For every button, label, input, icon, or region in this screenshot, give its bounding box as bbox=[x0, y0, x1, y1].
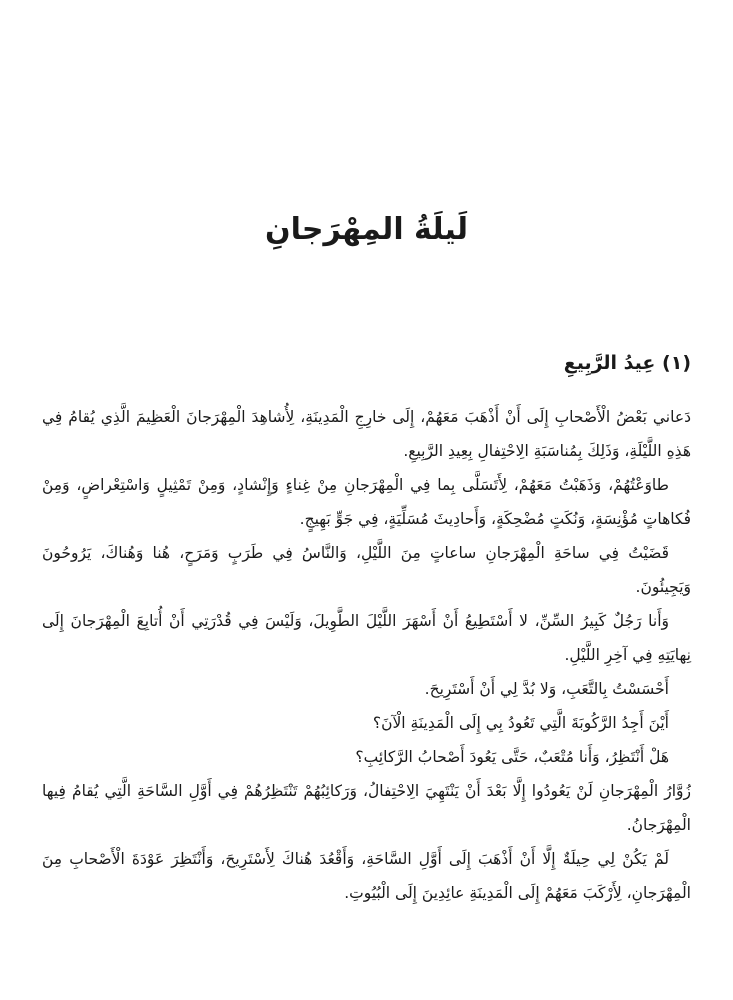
paragraph-5: أَحْسَسْتُ بِالتَّعَبِ، وَلا بُدَّ لِي أَنْ أَسْتَرِيحَ. bbox=[424, 680, 669, 698]
paragraph-4: وَأَنا رَجُلٌ كَبِيرُ السِّنِّ، لا أَسْتَطِيعُ أَنْ أَسْهَرَ اللَّيْلَ الطَّوِيلَ، وَلَيْسَ فِي قُدْرَتِي أَنْ أُتابِعَ الْمِهْرَجانَ إِلَى نِهايَتِهِ فِي آخِرِ اللَّيْلِ. bbox=[42, 612, 691, 664]
body-text bbox=[42, 400, 691, 910]
paragraph-7: هَلْ أَنْتَظِرُ، وَأَنا مُتْعَبٌ، حَتَّى يَعُودَ أَصْحابُ الرَّكائِبِ؟ bbox=[355, 748, 669, 766]
paragraph-8: زُوَّارُ الْمِهْرَجانِ لَنْ يَعُودُوا إِلَّا بَعْدَ أَنْ يَنْتَهِيَ الِاحْتِفالُ، وَرَكائِبُهُمْ تَنْتَظِرُهُمْ فِي أَوَّلِ السَّاحَةِ الَّتِي يُقامُ فِيها الْمِهْرَجانُ. bbox=[42, 782, 691, 834]
paragraph-9: لَمْ يَكُنْ لِي حِيلَةٌ إِلَّا أَنْ أَذْهَبَ إِلَى أَوَّلِ السَّاحَةِ، وَأَقْعُدَ هُناكَ لِأَسْتَرِيحَ، وَأَنْتَظِرَ عَوْدَةَ الْأَصْحابِ مِنَ الْمِهْرَجانِ، لِأَرْكَبَ مَعَهُمْ إِلَى الْمَدِينَةِ عائِدِينَ إِلَى الْبُيُوتِ. bbox=[42, 850, 691, 902]
paragraph-6: أَيْنَ أَجِدُ الرَّكُوبَةَ الَّتِي تَعُودُ بِي إِلَى الْمَدِينَةِ الْآنَ؟ bbox=[372, 714, 669, 732]
paragraph-2: طاوَعْتُهُمْ، وَذَهَبْتُ مَعَهُمْ، لِأَتَسَلَّى بِما فِي الْمِهْرَجانِ مِنْ غِناءٍ وَإِنْشادٍ، وَمِنْ تَمْثِيلٍ وَاسْتِعْراضٍ، وَمِنْ فُكاهاتٍ مُؤْنِسَةٍ، وَنُكَتٍ مُضْحِكَةٍ، وَأَحادِيثَ مُسَلِّيَةٍ، فِي جَوٍّ بَهِيجٍ. bbox=[42, 476, 691, 528]
paragraph-1: دَعاني بَعْضُ الْأَصْحابِ إِلَى أَنْ أَذْهَبَ مَعَهُمْ، إِلَى خارِجِ الْمَدِينَةِ، لِأُشاهِدَ الْمِهْرَجانَ الْعَظِيمَ الَّذِي يُقامُ فِي هَذِهِ اللَّيْلَةِ، وَذَلِكَ بِمُناسَبَةِ الِاحْتِفالِ بِعِيدِ الرَّبِيعِ. bbox=[42, 408, 691, 460]
paragraph-3: قَضَيْتُ فِي ساحَةِ الْمِهْرَجانِ ساعاتٍ مِنَ اللَّيْلِ، وَالنَّاسُ فِي طَرَبٍ وَمَرَحٍ، هُنا وَهُناكَ، يَرُوحُونَ وَيَجِيئُونَ. bbox=[42, 544, 691, 596]
chapter-title: لَيلَةُ المِهْرَجانِ bbox=[264, 212, 468, 247]
section-heading: (١) عِيدُ الرَّبِيعِ bbox=[563, 352, 691, 374]
